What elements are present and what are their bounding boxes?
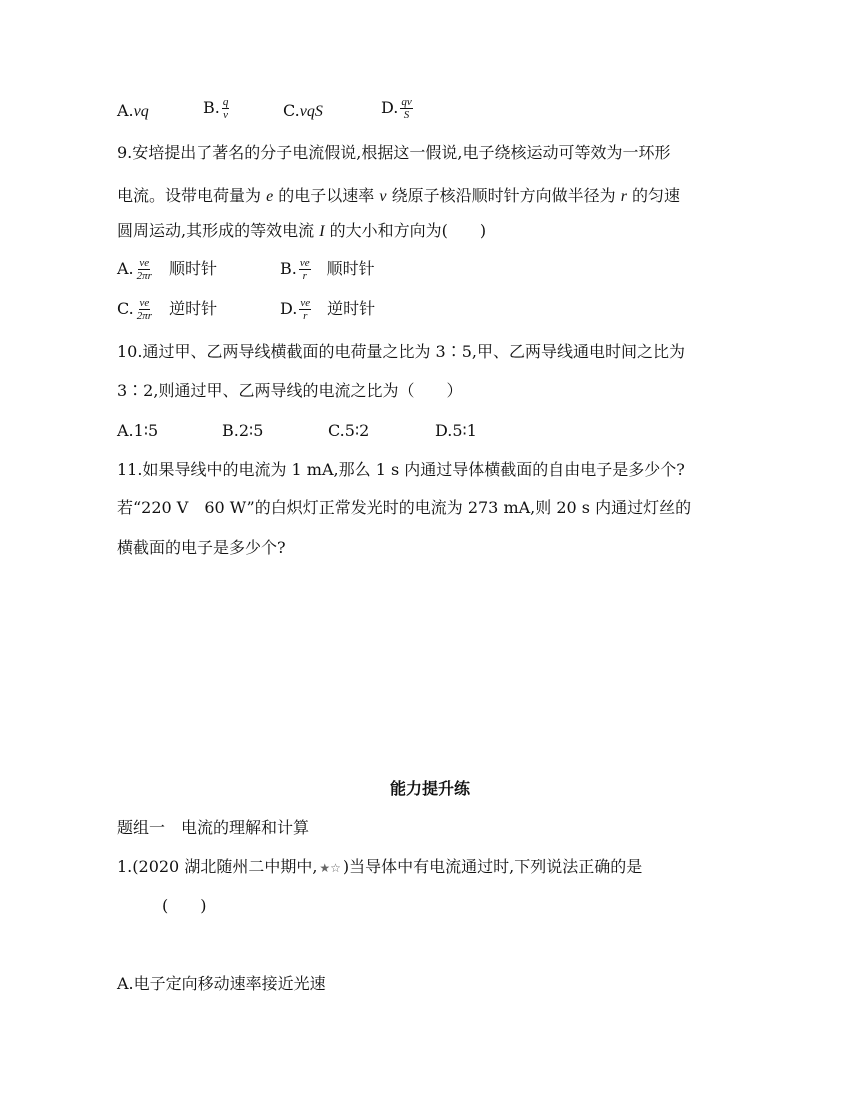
q10-option-b: B.2∶5 xyxy=(222,421,264,440)
q11-line-2: 若“220 V 60 W”的白炽灯正常发光时的电流为 273 mA,则 20 s 内通过灯丝的 xyxy=(117,498,692,517)
q11-line-1: 11.如果导线中的电流为 1 mA,那么 1 s 内通过导体横截面的自由电子是多少个? xyxy=(117,460,685,479)
q9-line-2: 电流。设带电荷量为 e 的电子以速率 v 绕原子核沿顺时针方向做半径为 r 的匀速 xyxy=(117,186,681,205)
q9-option-b: B. $\frac{ve}{r}$ 顺时针 xyxy=(280,257,375,282)
q11-line-3: 横截面的电子是多少个? xyxy=(117,538,286,557)
q9-line-1: 9.安培提出了著名的分子电流假说,根据这一假说,电子绕核运动可等效为一环形 xyxy=(117,143,671,162)
q10-option-d: D.5∶1 xyxy=(435,421,477,440)
question-group-title: 题组一 电流的理解和计算 xyxy=(117,818,310,837)
p1-answer-paren: ( ) xyxy=(162,896,207,915)
section-heading: 能力提升练 xyxy=(389,779,470,798)
q8-option-b: B. $\frac{q}{v}$ xyxy=(203,96,229,121)
p1-option-a: A.电子定向移动速率接近光速 xyxy=(117,974,326,993)
q9-option-d: D. $\frac{ve}{r}$ 逆时针 xyxy=(280,297,376,322)
q10-line-2: 3∶2,则通过甲、乙两导线的电流之比为（ ） xyxy=(117,381,463,400)
q9-option-a: A. $\frac{ve}{2\pi r}$ 顺时针 xyxy=(117,257,217,282)
q9-option-c: C. $\frac{ve}{2\pi r}$ 逆时针 xyxy=(117,297,218,322)
q10-option-a: A.1∶5 xyxy=(117,421,159,440)
q8-option-c: C.vqS xyxy=(283,101,323,120)
q10-option-c: C.5∶2 xyxy=(328,421,370,440)
q8-option-a: A.vq xyxy=(117,101,149,120)
q9-line-3: 圆周运动,其形成的等效电流 I 的大小和方向为( ) xyxy=(117,221,487,240)
p1-line-1: 1.(2020 湖北随州二中期中, ★☆ )当导体中有电流通过时,下列说法正确的是 xyxy=(117,856,642,879)
difficulty-star-icon: ★☆ xyxy=(319,860,341,875)
q8-option-d: D. $\frac{qv}{S}$ xyxy=(381,96,412,121)
q10-line-1: 10.通过甲、乙两导线横截面的电荷量之比为 3∶5,甲、乙两导线通电时间之比为 xyxy=(117,342,685,361)
